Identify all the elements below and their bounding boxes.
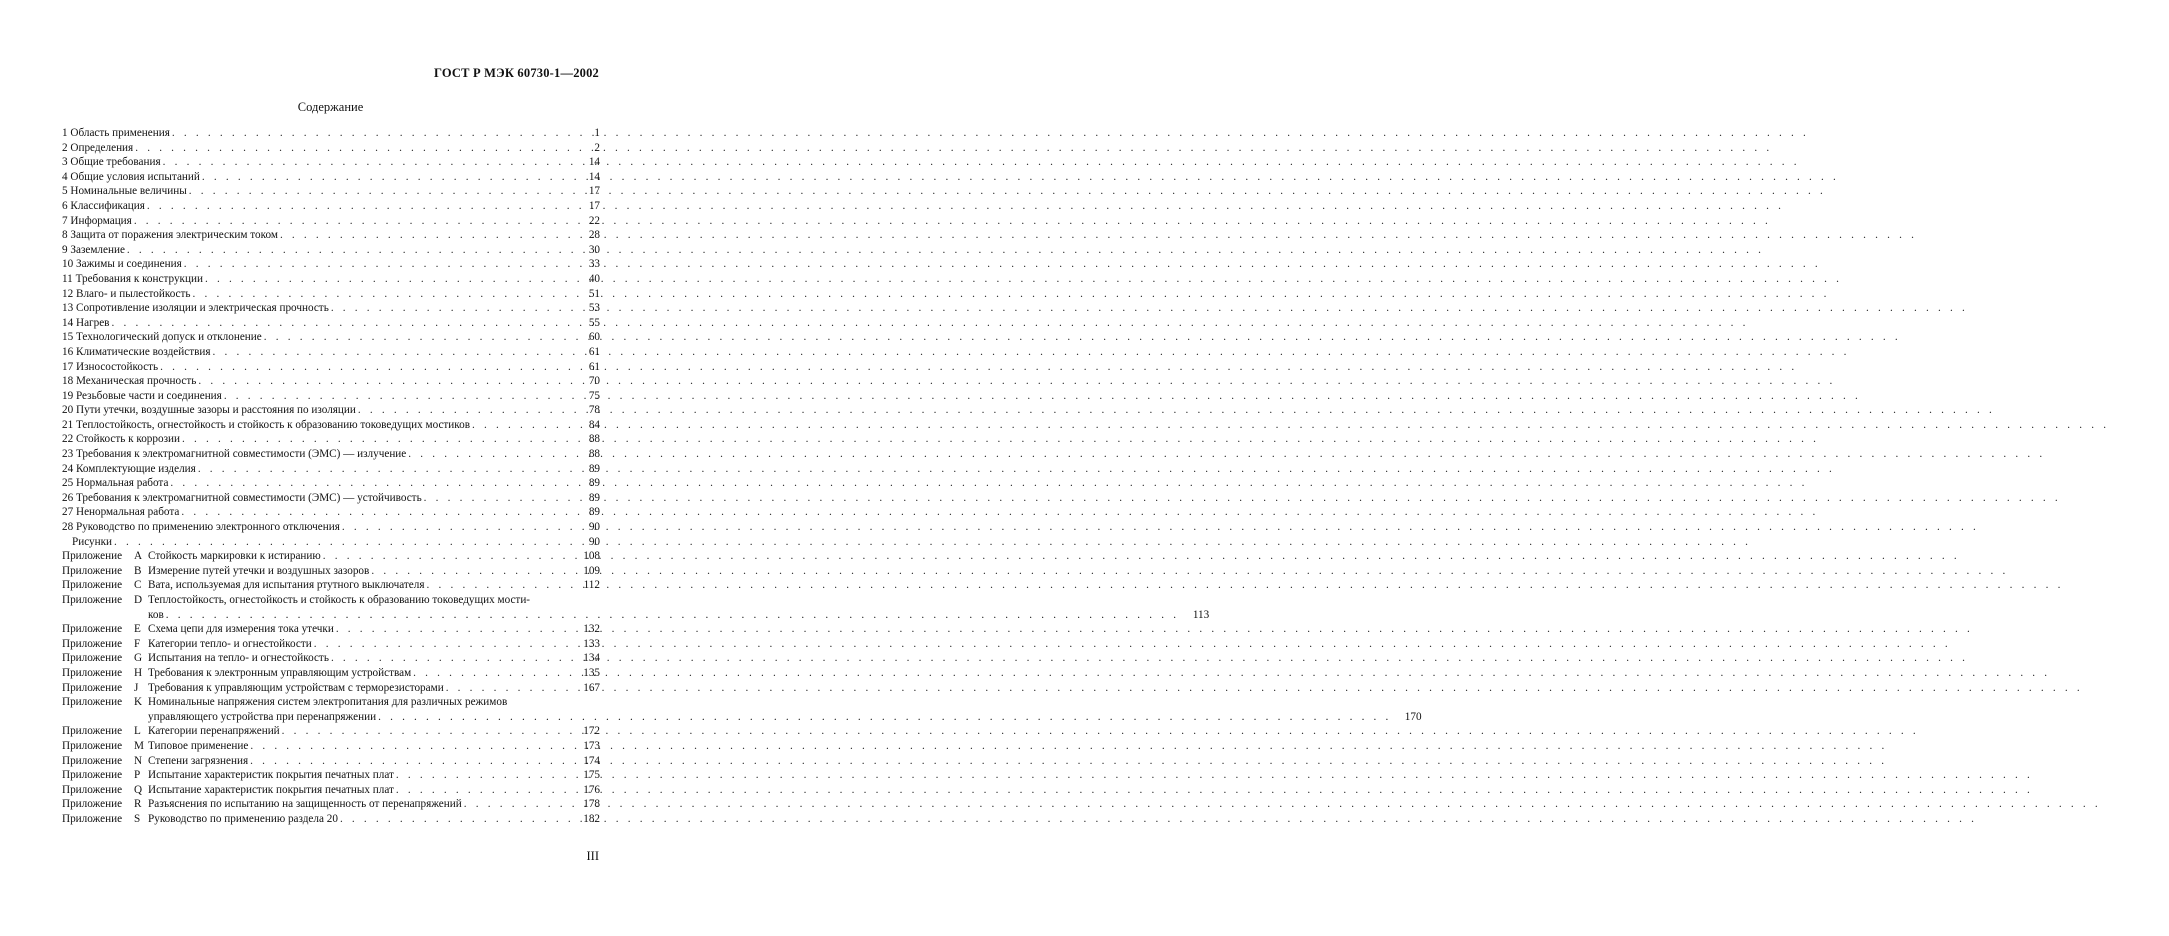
toc-leader-dots: [134, 214, 570, 229]
toc-entry-title: 9 Заземление: [62, 243, 125, 256]
toc-leader-dots: [135, 141, 570, 156]
appendix-prefix: Приложение: [62, 783, 123, 796]
toc-entry-page: 70: [588, 375, 600, 388]
toc-leader-dots: [163, 155, 570, 170]
toc-appendix-entry: [62, 739, 600, 754]
toc-entry: [62, 287, 600, 302]
toc-entry-page: 133: [583, 637, 600, 650]
appendix-prefix: Приложение: [62, 666, 123, 679]
toc-leader-dots: [224, 389, 570, 404]
toc-entry-page: 17: [588, 199, 600, 212]
toc-leader-dots: [147, 199, 570, 214]
toc-leader-dots: [358, 403, 570, 418]
appendix-letter: F: [134, 637, 141, 650]
toc-entry-page: 75: [588, 389, 600, 402]
toc-appendix-title: [62, 622, 336, 637]
toc-leader-dots: [446, 681, 570, 696]
toc-entry-title: 3 Общие требования: [62, 156, 161, 169]
toc-entry-page: 78: [588, 404, 600, 417]
toc-appendix-entry: [62, 564, 600, 579]
toc-entry: [62, 316, 600, 331]
toc-leader-dots: [408, 447, 570, 462]
toc-leader-dots: [336, 622, 570, 637]
toc-entry-title: 22 Стойкость к коррозии: [62, 433, 180, 446]
appendix-title-text: Категории перенапряжений: [148, 725, 280, 738]
toc-appendix-title: [62, 681, 446, 696]
toc-appendix-title: [62, 564, 371, 579]
toc-entry: [62, 389, 600, 404]
appendix-title-text: Испытания на тепло- и огнестойкость: [148, 652, 329, 665]
toc-appendix-title: [62, 578, 426, 593]
toc-entry-page: 112: [583, 579, 600, 592]
document-header: ГОСТ Р МЭК 60730-1—2002: [434, 66, 599, 80]
toc-entry-page: 173: [583, 739, 600, 752]
toc-entry: [62, 272, 600, 287]
toc-entry-title: 26 Требования к электромагнитной совместимости (ЭМС) — устойчивость: [62, 491, 422, 504]
toc-leader-dots: [314, 637, 570, 652]
toc-entry-title: 7 Информация: [62, 214, 132, 227]
appendix-title-text: Теплостойкость, огнестойкость и стойкость к образованию токоведущих мости-: [148, 594, 531, 606]
toc-leader-dots: [331, 301, 570, 316]
toc-entry-title: 10 Зажимы и соединения: [62, 258, 182, 271]
toc-appendix-entry: [62, 754, 600, 769]
toc-leader-dots: [323, 549, 570, 564]
toc-entry: [62, 403, 600, 418]
toc-appendix-entry: [62, 637, 600, 652]
appendix-prefix: Приложение: [62, 812, 123, 825]
toc-entry-page: 88: [588, 433, 600, 446]
appendix-prefix: Приложение: [62, 623, 123, 636]
toc-entry-page: 89: [588, 462, 600, 475]
toc-leader-dots: [193, 287, 570, 302]
toc-entry-page: 90: [588, 521, 600, 534]
toc-appendix-entry: [62, 797, 600, 812]
appendix-title-continuation: ков: [148, 608, 164, 621]
toc-entry: [62, 126, 600, 141]
toc-entry: [62, 491, 600, 506]
appendix-letter: G: [134, 652, 143, 665]
toc-entry-title: 13 Сопротивление изоляции и электрическая прочность: [62, 302, 329, 315]
toc-leader-dots: [282, 724, 570, 739]
toc-leader-dots: [114, 535, 570, 550]
toc-appendix-entry: [62, 549, 600, 564]
appendix-title-text: Вата, используемая для испытания ртутного выключателя: [148, 579, 425, 592]
toc-entry: [62, 476, 600, 491]
toc-entry-page: 90: [588, 535, 600, 548]
toc-entry-page: 182: [583, 812, 600, 825]
toc-appendix-title: [62, 549, 323, 564]
toc-leader-dots: [127, 243, 570, 258]
toc-entry: [62, 199, 600, 214]
appendix-letter: E: [134, 623, 141, 636]
toc-entry-title: 8 Защита от поражения электрическим током: [62, 229, 278, 242]
toc-appendix-entry: [62, 578, 600, 593]
appendix-title-text: Категории тепло- и огнестойкости: [148, 637, 312, 650]
toc-leader-dots: [198, 374, 570, 389]
toc-entry-title: 27 Ненормальная работа: [62, 506, 180, 519]
toc-entry: [62, 535, 600, 550]
toc-entry-title: 6 Классификация: [62, 199, 145, 212]
toc-entry-title: 12 Влаго- и пылестойкость: [62, 287, 191, 300]
appendix-prefix: Приложение: [62, 564, 123, 577]
toc-entry-page: 89: [588, 477, 600, 490]
appendix-title-text: Руководство по применению раздела 20: [148, 812, 338, 825]
toc-leader-dots: [396, 783, 570, 798]
toc-entry-title: 11 Требования к конструкции: [62, 272, 203, 285]
appendix-letter: Q: [134, 783, 143, 796]
toc-entry-page: 88: [588, 448, 600, 461]
toc-appendix-entry: [62, 593, 600, 608]
appendix-letter: H: [134, 666, 143, 679]
toc-entry-title: 16 Климатические воздействия: [62, 345, 211, 358]
toc-entry-page: 134: [583, 652, 600, 665]
toc-entry-page: 167: [583, 681, 600, 694]
appendix-prefix: Приложение: [62, 594, 123, 606]
toc-entry-page: 61: [588, 345, 600, 358]
appendix-prefix: Приложение: [62, 754, 123, 767]
toc-appendix-title: [62, 739, 250, 754]
appendix-title-text: Стойкость маркировки к истиранию: [148, 550, 321, 563]
appendix-prefix: Приложение: [62, 725, 123, 738]
appendix-prefix: Приложение: [62, 579, 123, 592]
appendix-title-text: Испытание характеристик покрытия печатных плат: [148, 769, 394, 782]
toc-entry: [62, 243, 600, 258]
toc-entry-page: 89: [588, 491, 600, 504]
toc-entry: [62, 155, 600, 170]
toc-appendix-continuation: [62, 608, 1210, 623]
appendix-prefix: Приложение: [62, 652, 123, 665]
toc-entry-page: 84: [588, 418, 600, 431]
toc-leader-dots: [172, 126, 570, 141]
toc-entry: [62, 520, 600, 535]
toc-entry-title: 24 Комплектующие изделия: [62, 462, 196, 475]
toc-appendix-title: [62, 768, 396, 783]
toc-entry-title: 4 Общие условия испытаний: [62, 170, 200, 183]
toc-entry-page: 55: [588, 316, 600, 329]
toc-appendix-title: [62, 593, 532, 608]
appendix-letter: D: [134, 594, 143, 606]
toc-leader-dots: [472, 418, 570, 433]
toc-entry-page: 17: [588, 185, 600, 198]
toc-entry: [62, 360, 600, 375]
table-of-contents: [62, 126, 1422, 827]
toc-leader-dots: [340, 812, 570, 827]
appendix-letter: K: [134, 696, 143, 709]
toc-entry-page: 30: [588, 243, 600, 256]
toc-entry-page: 176: [583, 783, 600, 796]
toc-leader-dots: [198, 462, 570, 477]
appendix-prefix: Приложение: [62, 681, 123, 694]
toc-leader-dots: [250, 739, 570, 754]
appendix-letter: B: [134, 564, 142, 577]
toc-appendix-entry: [62, 622, 600, 637]
toc-appendix-title: [62, 783, 396, 798]
toc-entry-page: 170: [1404, 710, 1422, 723]
toc-appendix-title: [62, 812, 340, 827]
appendix-title-text: Типовое применение: [148, 739, 249, 752]
toc-entry-page: 178: [583, 798, 600, 811]
toc-entry-page: 28: [588, 229, 600, 242]
toc-leader-dots: [170, 476, 570, 491]
toc-entry: [62, 257, 600, 272]
toc-appendix-title: [62, 724, 282, 739]
appendix-title-text: Испытание характеристик покрытия печатных плат: [148, 783, 394, 796]
toc-entry-page: 135: [583, 666, 600, 679]
toc-entry-page: 40: [588, 272, 600, 285]
toc-entry-title: 28 Руководство по применению электронного отключения: [62, 521, 340, 534]
page-title: Содержание: [297, 100, 364, 114]
appendix-letter: L: [134, 725, 141, 738]
toc-entry-page: 132: [583, 623, 600, 636]
toc-appendix-entry: [62, 812, 600, 827]
toc-appendix-title: [62, 666, 413, 681]
appendix-title-text: Номинальные напряжения систем электропитания для различных режимов: [148, 696, 508, 709]
toc-entry-page: 22: [588, 214, 600, 227]
toc-entry: [62, 170, 600, 185]
appendix-title-text: Требования к управляющим устройствам с терморезисторами: [148, 681, 444, 694]
toc-entry: [62, 505, 600, 520]
toc-entry: [62, 184, 600, 199]
appendix-letter: R: [134, 798, 142, 811]
appendix-prefix: Приложение: [62, 550, 123, 563]
toc-appendix-title: [62, 695, 509, 710]
toc-entry: [62, 447, 600, 462]
toc-appendix-entry: [62, 783, 600, 798]
toc-leader-dots: [181, 505, 570, 520]
toc-entry: [62, 228, 600, 243]
toc-appendix-entry: [62, 651, 600, 666]
toc-leader-dots: [166, 608, 1179, 623]
toc-entry: [62, 214, 600, 229]
appendix-prefix: Приложение: [62, 637, 123, 650]
toc-entry: [62, 301, 600, 316]
appendix-letter: A: [134, 550, 143, 563]
toc-entry-page: 14: [588, 170, 600, 183]
toc-entry-title: 17 Износостойкость: [62, 360, 159, 373]
toc-leader-dots: [396, 768, 570, 783]
toc-appendix-entry: [62, 666, 600, 681]
toc-entry-page: 109: [583, 564, 600, 577]
toc-entry-title: 2 Определения: [62, 141, 134, 154]
toc-leader-dots: [378, 710, 1391, 725]
toc-entry: [62, 418, 600, 433]
toc-entry-title: 25 Нормальная работа: [62, 477, 169, 490]
toc-leader-dots: [111, 316, 570, 331]
appendix-letter: P: [134, 769, 141, 782]
appendix-prefix: Приложение: [62, 798, 123, 811]
toc-entry-title: 15 Технологический допуск и отклонение: [62, 331, 262, 344]
toc-leader-dots: [160, 360, 570, 375]
toc-entry-page: 89: [588, 506, 600, 519]
toc-leader-dots: [264, 330, 570, 345]
toc-leader-dots: [413, 666, 570, 681]
toc-entry-title: 19 Резьбовые части и соединения: [62, 389, 222, 402]
toc-entry-title: 1 Область применения: [62, 127, 170, 139]
toc-appendix-entry: [62, 768, 600, 783]
toc-leader-dots: [184, 257, 570, 272]
toc-entry: [62, 330, 600, 345]
toc-entry-page: 51: [588, 287, 600, 300]
toc-leader-dots: [426, 578, 570, 593]
toc-appendix-title: [62, 797, 464, 812]
toc-appendix-title: [62, 651, 331, 666]
toc-leader-dots: [189, 184, 570, 199]
toc-entry: [62, 141, 600, 156]
toc-leader-dots: [371, 564, 570, 579]
toc-appendix-entry: [62, 724, 600, 739]
toc-leader-dots: [280, 228, 570, 243]
toc-leader-dots: [464, 797, 570, 812]
toc-entry-page: 60: [588, 331, 600, 344]
toc-entry-page: 1: [594, 127, 600, 139]
toc-entry-page: 2: [594, 141, 600, 154]
toc-entry-page: 61: [588, 360, 600, 373]
appendix-title-continuation: управляющего устройства при перенапряжении: [148, 710, 377, 723]
toc-appendix-continuation: [62, 710, 1422, 725]
toc-leader-dots: [213, 345, 570, 360]
toc-entry: [62, 462, 600, 477]
toc-leader-dots: [182, 432, 570, 447]
appendix-prefix: Приложение: [62, 696, 123, 709]
toc-leader-dots: [342, 520, 570, 535]
appendix-title-text: Схема цепи для измерения тока утечки: [148, 623, 334, 636]
toc-entry: [62, 345, 600, 360]
toc-entry-page: 108: [583, 550, 600, 563]
toc-entry-page: 33: [588, 258, 600, 271]
appendix-title-text: Степени загрязнения: [148, 754, 249, 767]
appendix-prefix: Приложение: [62, 769, 123, 782]
page-number: III: [586, 849, 599, 863]
toc-entry-title: 14 Нагрев: [62, 316, 110, 329]
toc-leader-dots: [424, 491, 570, 506]
toc-entry-title: 5 Номинальные величины: [62, 185, 187, 198]
toc-appendix-title: [62, 637, 314, 652]
appendix-letter: S: [134, 812, 141, 825]
appendix-title-text: Измерение путей утечки и воздушных зазоров: [148, 564, 370, 577]
appendix-letter: M: [134, 739, 144, 752]
toc-entry-page: 113: [1192, 608, 1210, 621]
toc-entry-title: 20 Пути утечки, воздушные зазоры и расстояния по изоляции: [62, 404, 356, 417]
toc-entry-title: 18 Механическая прочность: [62, 375, 197, 388]
toc-leader-dots: [205, 272, 570, 287]
toc-entry-title: 21 Теплостойкость, огнестойкость и стойкость к образованию токоведущих мостиков: [62, 418, 471, 431]
toc-entry-page: 172: [583, 725, 600, 738]
toc-entry: [62, 374, 600, 389]
toc-appendix-title: [62, 754, 250, 769]
toc-entry-page: 174: [583, 754, 600, 767]
appendix-title-text: Требования к электронным управляющим устройствам: [148, 666, 412, 679]
toc-leader-dots: [250, 754, 570, 769]
toc-entry: [62, 432, 600, 447]
toc-entry-page: 53: [588, 302, 600, 315]
appendix-letter: C: [134, 579, 142, 592]
appendix-prefix: Приложение: [62, 739, 123, 752]
toc-leader-dots: [202, 170, 570, 185]
appendix-title-text: Разъяснения по испытанию на защищенность от перенапряжений: [148, 798, 462, 811]
toc-entry-page: 14: [588, 156, 600, 169]
toc-appendix-entry: [62, 695, 600, 710]
toc-entry-page: 175: [583, 769, 600, 782]
toc-appendix-entry: [62, 681, 600, 696]
toc-entry-title: Рисунки: [72, 535, 113, 548]
appendix-letter: J: [134, 681, 139, 694]
appendix-letter: N: [134, 754, 143, 767]
toc-entry-title: 23 Требования к электромагнитной совместимости (ЭМС) — излучение: [62, 448, 407, 461]
toc-leader-dots: [331, 651, 570, 666]
